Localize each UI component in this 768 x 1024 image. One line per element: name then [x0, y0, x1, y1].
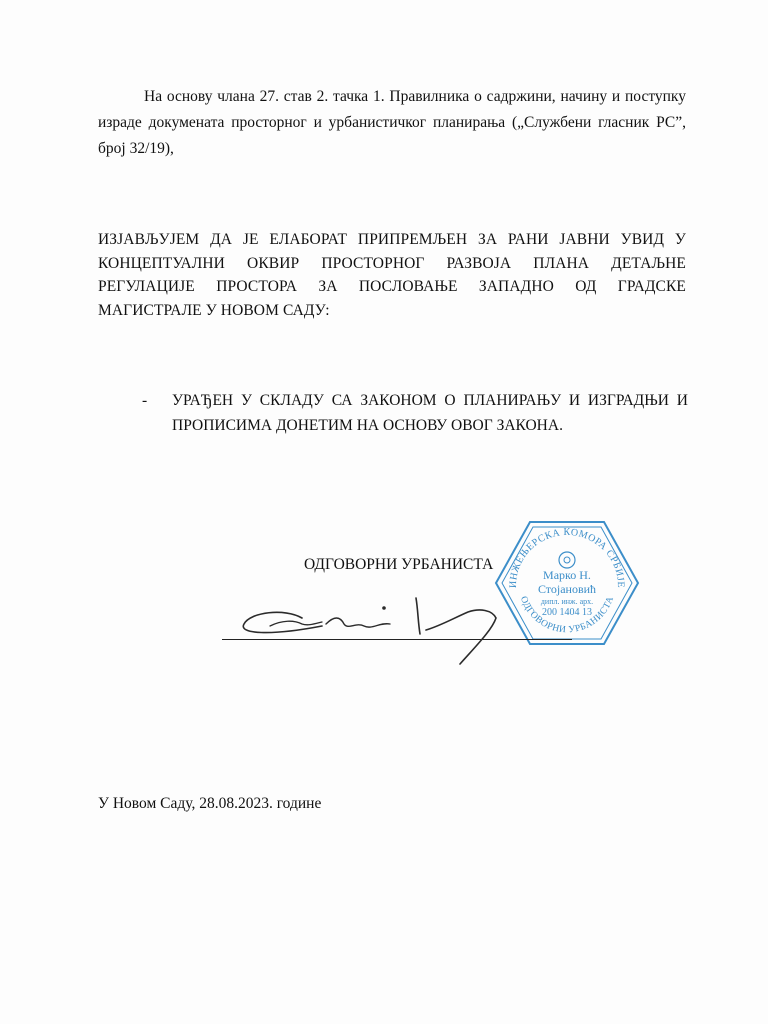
stamp-name-line1: Марко Н. [543, 568, 591, 582]
stamp-bottom-text: ОДГОВОРНИ УРБАНИСТА [517, 595, 617, 636]
stamp-outer-text: ИНЖЕЊЕРСКА КОМОРА СРБИЈЕ [507, 526, 627, 589]
bullet-list-item [142, 388, 688, 438]
declaration-paragraph: ИЗЈАВЉУЈЕМ ДА ЈЕ ЕЛАБОРАТ ПРИПРЕМЉЕН ЗА РАНИ ЈАВНИ УВИД У КОНЦЕПТУАЛНИ ОКВИР ПРОСТОРНОГ РАЗВОЈА ПЛАНА ДЕТАЉНЕ РЕГУЛАЦИЈЕ ПРОСТОРА ЗА ПОСЛОВАЊЕ ЗАПАДНО ОД ГРАДСКЕ МАГИСТРАЛЕ У НОВОМ САДУ: [98, 231, 686, 319]
stamp-license-number: 200 1404 13 [542, 607, 592, 618]
place-and-date: У Новом Саду, 28.08.2023. године [98, 795, 322, 812]
bullet-text: УРАЂЕН У СКЛАДУ СА ЗАКОНОМ О ПЛАНИРАЊУ И ИЗГРАДЊИ И ПРОПИСИМА ДОНЕТИМ НА ОСНОВУ ОВОГ ЗАКОНА. [172, 392, 688, 434]
intro-paragraph: На основу члана 27. став 2. тачка 1. Правилника о садржини, начину и поступку израде докумената просторног и урбанистичког планирања („Службени гласник РС”, број 32/19), [98, 88, 686, 157]
stamp-name-line2: Стојановић [537, 582, 597, 596]
responsible-urbanist-label: ОДГОВОРНИ УРБАНИСТА [304, 556, 494, 573]
stamp-title: дипл. инж. арх. [540, 597, 594, 606]
handwritten-signature [230, 596, 520, 676]
bullet-marker: - [142, 392, 148, 409]
